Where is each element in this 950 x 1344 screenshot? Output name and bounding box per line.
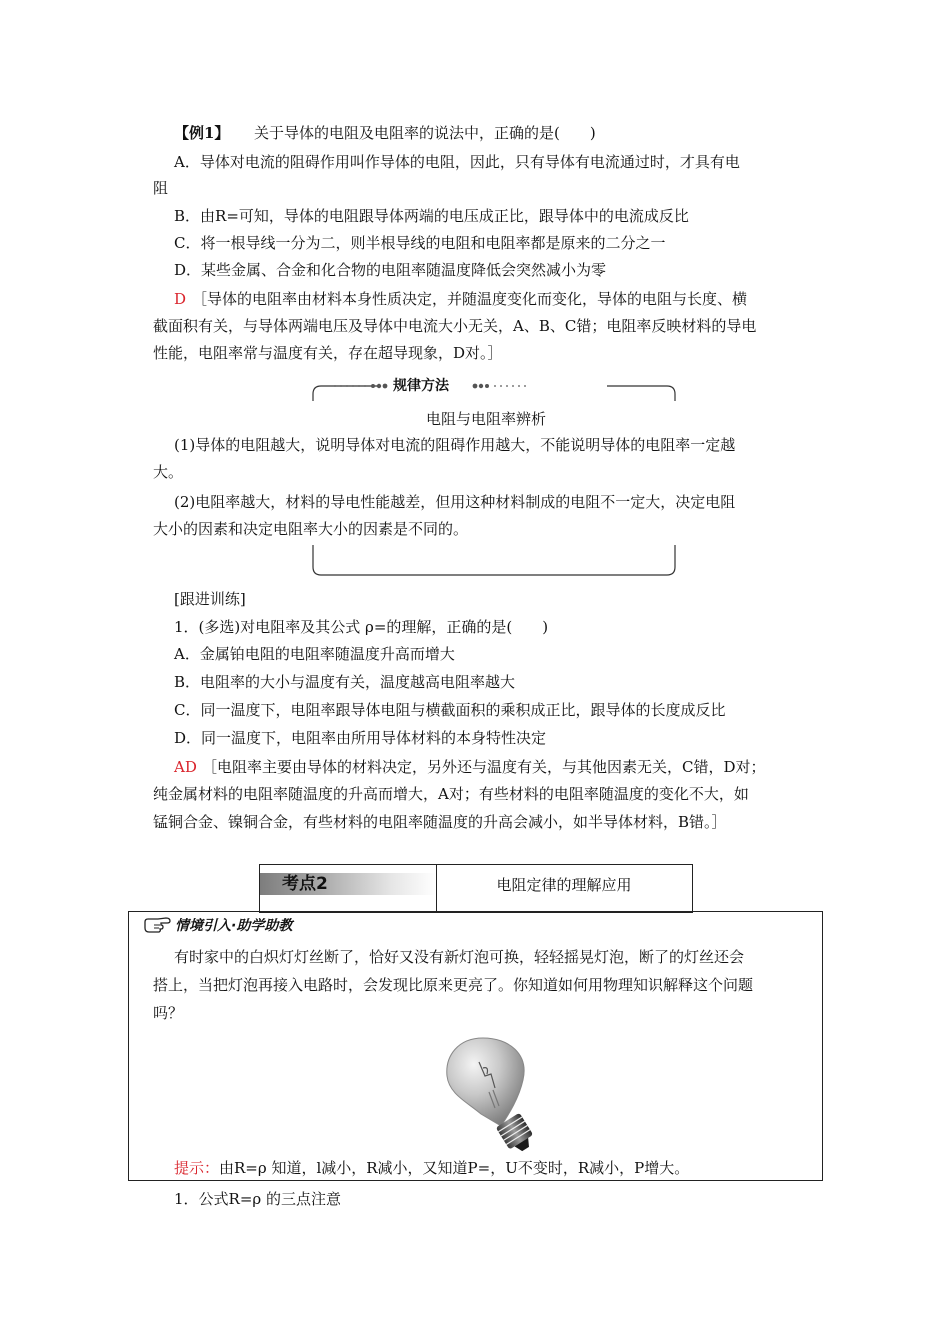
formula-notes-heading: 1．公式R=ρ 的三点注意 <box>174 1190 341 1208</box>
practice-option-c: C．同一温度下，电阻率跟导体电阻与横截面积的乘积成正比，跟导体的长度成反比 <box>174 701 726 719</box>
example-explain-line1: ［导体的电阻率由材料本身性质决定，并随温度变化而变化，导体的电阻与长度、横 <box>192 290 748 308</box>
scene-heading: 情境引入·助学助教 <box>175 918 293 934</box>
example-explain-line2: 截面积有关，与导体两端电压及导体中电流大小无关，A、B、C错；电阻率反映材料的导电 <box>153 317 757 335</box>
hint-text: 由R=ρ 知道，l减小，R减小，又知道P=，U不变时，R减小，P增大。 <box>219 1159 690 1177</box>
kaodian-title: 电阻定律的理解应用 <box>496 876 632 894</box>
practice-heading: [跟进训练] <box>174 590 246 608</box>
practice-answer: AD <box>174 758 197 776</box>
scene-text-line1: 有时家中的白炽灯灯丝断了，恰好又没有新灯泡可换，轻轻摇晃灯泡，断了的灯丝还会 <box>174 948 745 966</box>
method-badge: 规律方法 <box>393 378 449 394</box>
option-d: D．某些金属、合金和化合物的电阻率随温度降低会突然减小为零 <box>174 261 607 279</box>
example-question: 关于导体的电阻及电阻率的说法中，正确的是( ) <box>254 124 596 142</box>
option-b: B．由R=可知，导体的电阻跟导体两端的电压成正比，跟导体中的电流成反比 <box>174 207 689 225</box>
practice-question: 1．(多选)对电阻率及其公式 ρ=的理解，正确的是( ) <box>174 618 549 636</box>
kaodian-label-cell <box>260 865 437 912</box>
practice-option-b: B．电阻率的大小与温度有关，温度越高电阻率越大 <box>174 673 516 691</box>
pointing-hand-icon <box>144 916 172 934</box>
method-p1-line2: 大。 <box>153 463 184 481</box>
method-frame-bottom <box>311 545 677 577</box>
practice-option-d: D．同一温度下，电阻率由所用导体材料的本身特性决定 <box>174 729 547 747</box>
example-tag <box>174 122 229 144</box>
option-a-line2: 阻 <box>153 179 169 197</box>
method-p2-line1: (2)电阻率越大，材料的导电性能越差，但用这种材料制成的电阻不一定大，决定电阻 <box>174 493 736 511</box>
example-tag-label: 【例1】 <box>174 124 230 142</box>
method-p2-line2: 大小的因素和决定电阻率大小的因素是不同的。 <box>153 520 469 538</box>
method-frame-top <box>311 372 677 402</box>
scene-text-line2: 搭上，当把灯泡再接入电路时，会发现比原来更亮了。你知道如何用物理知识解释这个问题 <box>153 976 754 994</box>
hint-label: 提示： <box>174 1159 220 1177</box>
kaodian-header <box>259 864 693 913</box>
example-explain-line3: 性能，电阻率常与温度有关，存在超导现象，D对。］ <box>153 344 503 362</box>
option-a-line1: A．导体对电流的阻碍作用叫作导体的电阻，因此，只有导体有电流通过时，才具有电 <box>174 153 740 171</box>
practice-explain-line1: ［电阻率主要由导体的材料决定，另外还与温度有关，与其他因素无关，C错，D对； <box>202 758 766 776</box>
method-title: 电阻与电阻率辨析 <box>426 410 547 428</box>
light-bulb-image <box>443 1036 553 1154</box>
practice-option-a: A．金属铂电阻的电阻率随温度升高而增大 <box>174 645 455 663</box>
kaodian-label: 考点2 <box>282 874 328 894</box>
practice-explain-line3: 锰铜合金、镍铜合金，有些材料的电阻率随温度的升高会减小，如半导体材料，B错。］ <box>153 813 727 831</box>
scene-text-line3: 吗？ <box>153 1004 184 1022</box>
practice-explain-line2: 纯金属材料的电阻率随温度的升高而增大，A对；有些材料的电阻率随温度的变化不大，如 <box>153 785 749 803</box>
option-c: C．将一根导线一分为二，则半根导线的电阻和电阻率都是原来的二分之一 <box>174 234 666 252</box>
method-p1-line1: (1)导体的电阻越大，说明导体对电流的阻碍作用越大，不能说明导体的电阻率一定越 <box>174 436 736 454</box>
example-answer: D <box>174 290 187 308</box>
